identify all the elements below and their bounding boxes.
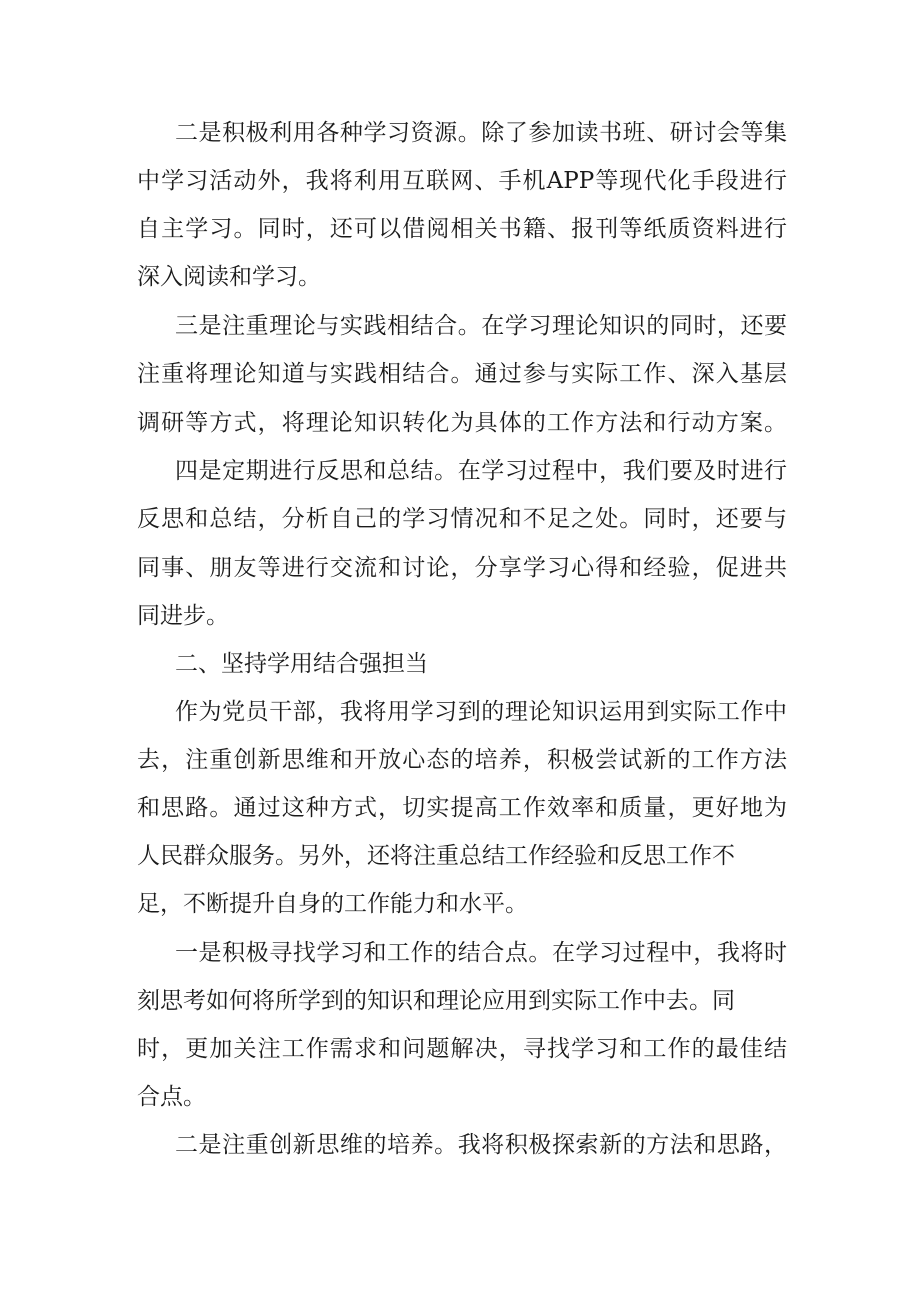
paragraph-line: 同事、朋友等进行交流和讨论，分享学习心得和经验，促进共: [137, 555, 787, 581]
paragraph-line: 中学习活动外，我将利用互联网、手机APP等现代化手段进行: [137, 168, 787, 194]
paragraph-line: 调研等方式，将理论知识转化为具体的工作方法和行动方案。: [137, 410, 787, 436]
section-heading: 二、坚持学用结合强担当: [175, 651, 428, 677]
paragraph-line: 去，注重创新思维和开放心态的培养，积极尝试新的工作方法: [137, 747, 787, 773]
paragraph-line: 二是注重创新思维的培养。我将积极探索新的方法和思路，: [175, 1132, 787, 1158]
paragraph-line: 和思路。通过这种方式，切实提高工作效率和质量，更好地为: [137, 795, 787, 821]
paragraph-line: 反思和总结，分析自己的学习情况和不足之处。同时，还要与: [137, 506, 787, 532]
paragraph-line: 足，不断提升自身的工作能力和水平。: [137, 891, 528, 917]
paragraph-line: 四是定期进行反思和总结。在学习过程中，我们要及时进行: [175, 458, 787, 484]
paragraph-line: 合点。: [137, 1084, 206, 1110]
paragraph-line: 自主学习。同时，还可以借阅相关书籍、报刊等纸质资料进行: [137, 216, 787, 242]
paragraph-line: 注重将理论知道与实践相结合。通过参与实际工作、深入基层: [137, 361, 787, 387]
paragraph-line: 一是积极寻找学习和工作的结合点。在学习过程中，我将时: [175, 940, 787, 966]
paragraph-line: 深入阅读和学习。: [137, 264, 321, 290]
paragraph-line: 人民群众服务。另外，还将注重总结工作经验和反思工作不: [137, 843, 735, 869]
paragraph-line: 三是注重理论与实践相结合。在学习理论知识的同时，还要: [175, 313, 787, 339]
paragraph-line: 同进步。: [137, 603, 229, 629]
paragraph-line: 时，更加关注工作需求和问题解决，寻找学习和工作的最佳结: [137, 1036, 787, 1062]
paragraph-line: 二是积极利用各种学习资源。除了参加读书班、研讨会等集: [175, 120, 787, 146]
paragraph-line: 刻思考如何将所学到的知识和理论应用到实际工作中去。同: [137, 988, 735, 1014]
paragraph-line: 作为党员干部，我将用学习到的理论知识运用到实际工作中: [175, 699, 787, 725]
